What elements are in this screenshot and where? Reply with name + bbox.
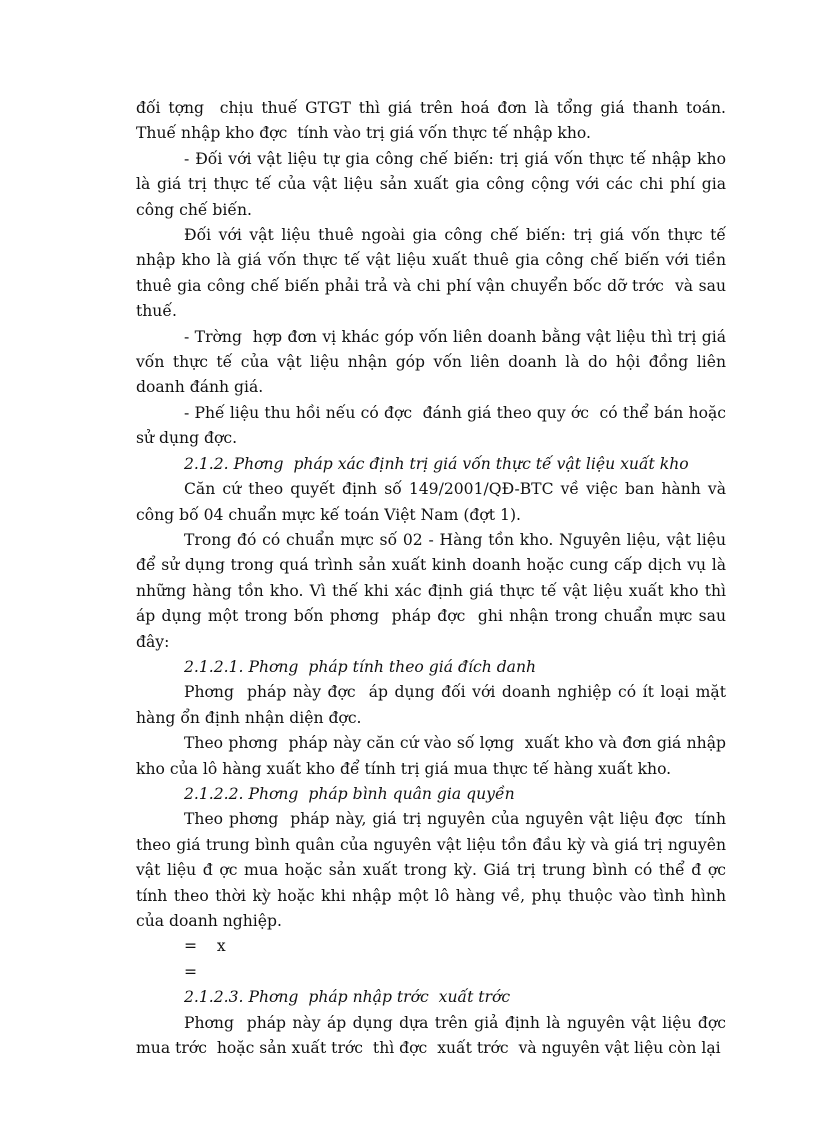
- paragraph: đối tợng chịu thuế GTGT thì giá trên hoá đơn là tổng giá thanh toán. Thuế nhập kho đợc tính vào trị giá vốn thực tế nhập kho.: [136, 99, 731, 143]
- paragraph: Căn cứ theo quyết định số 149/2001/QĐ-BTC về việc ban hành và công bố 04 chuẩn mực kế toán Việt Nam (đợt 1).: [136, 480, 731, 524]
- equation-line: =: [184, 962, 198, 981]
- paragraph: Phơng pháp này áp dụng dựa trên giả định là nguyên vật liệu đợc mua trớc hoặc sản xuất trớc thì đợc xuất trớc và nguyên vật liệu còn lại: [136, 1013, 736, 1058]
- paragraph: - Đối với vật liệu tự gia công chế biến: trị giá vốn thực tế nhập kho là giá trị thực tế của vật liệu sản xuất gia công cộng với các chi phí gia công chế biến.: [136, 149, 731, 219]
- paragraph: Trong đó có chuẩn mực số 02 - Hàng tồn kho. Nguyên liệu, vật liệu để sử dụng trong quá trình sản xuất kinh doanh hoặc cung cấp dịch vụ là những hàng tồn kho. Vì thế khi xác định giá thực tế vật liệu xuất kho thì áp dụng một trong bốn phơng pháp đợc ghi nhận trong chuẩn mực sau đây:: [136, 530, 731, 651]
- section-heading: 2.1.2.1. Phơng pháp tính theo giá đích danh: [184, 657, 537, 676]
- equation-line: = x: [184, 937, 226, 956]
- paragraph: - Phế liệu thu hồi nếu có đợc đánh giá theo quy ớc có thể bán hoặc sử dụng đợc.: [136, 403, 731, 448]
- section-heading: 2.1.2.3. Phơng pháp nhập trớc xuất trớc: [184, 988, 511, 1007]
- section-heading: 2.1.2.2. Phơng pháp bình quân gia quyền: [184, 784, 515, 803]
- section-heading: 2.1.2. Phơng pháp xác định trị giá vốn thực tế vật liệu xuất kho: [184, 454, 689, 473]
- paragraph: Đối với vật liệu thuê ngoài gia công chế biến: trị giá vốn thực tế nhập kho là giá vốn thực tế vật liệu xuất thuê gia công chế biến với tiền thuê gia công chế biến phải trả và chi phí vận chuyển bốc dỡ trớc và sau thuế.: [136, 226, 731, 321]
- paragraph: Theo phơng pháp này, giá trị nguyên của nguyên vật liệu đợc tính theo giá trung bình quân của nguyên vật liệu tồn đầu kỳ và giá trị nguyên vật liệu đ ợc mua hoặc sản xuất trong kỳ. Giá trị trung bình có thể đ ợc tính theo thời kỳ hoặc khi nhập một lô hàng về, phụ thuộc vào tình hình của doanh nghiệp.: [136, 810, 731, 930]
- paragraph: Theo phơng pháp này căn cứ vào số lợng xuất kho và đơn giá nhập kho của lô hàng xuất kho để tính trị giá mua thực tế hàng xuất kho.: [136, 734, 731, 778]
- paragraph: Phơng pháp này đợc áp dụng đối với doanh nghiệp có ít loại mặt hàng ổn định nhận diện đợc.: [136, 683, 731, 727]
- paragraph: - Trờng hợp đơn vị khác góp vốn liên doanh bằng vật liệu thì trị giá vốn thực tế của vật liệu nhận góp vốn liên doanh là do hội đồng liên doanh đánh giá.: [136, 327, 731, 397]
